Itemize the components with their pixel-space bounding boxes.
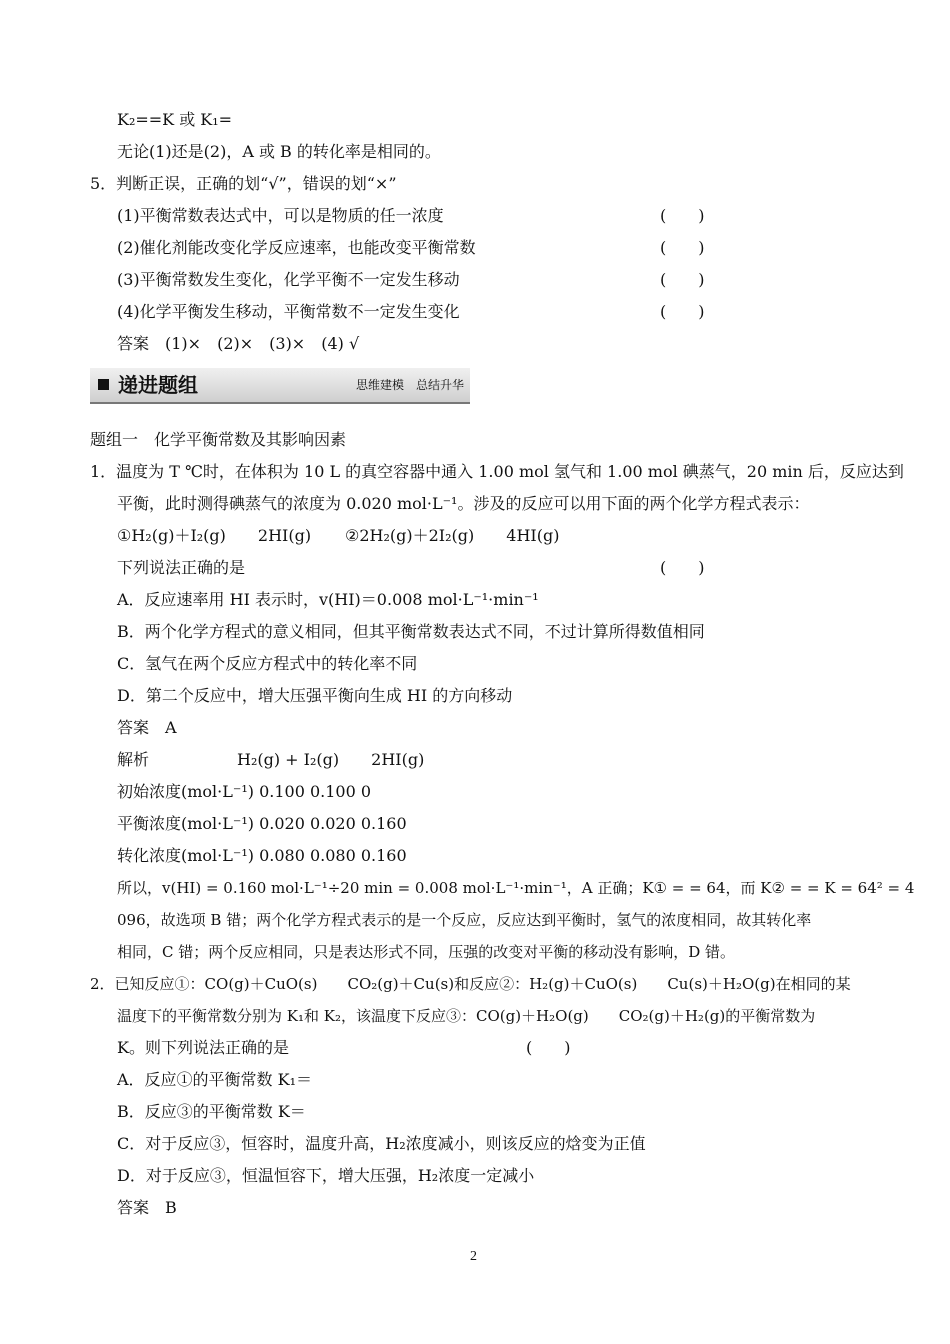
q5-item-4: (4)化学平衡发生移动，平衡常数不一定发生变化 (117, 302, 460, 321)
q5-item-2: (2)催化剂能改变化学反应速率，也能改变平衡常数 (117, 238, 476, 257)
q1-option-a: A．反应速率用 HI 表示时，v(HI)＝0.008 mol·L⁻¹·min⁻¹ (117, 590, 539, 609)
q1-equation-1: ①H₂(g)＋I₂(g) 2HI(g) (117, 526, 312, 545)
q1-analysis-label: 解析 (117, 750, 150, 769)
q5-item-1: (1)平衡常数表达式中，可以是物质的任一浓度 (117, 206, 444, 225)
q2-option-a: A．反应①的平衡常数 K₁＝ (117, 1070, 313, 1089)
q2-stem-line-3: K。则下列说法正确的是 (117, 1038, 289, 1057)
q1-row-initial: 初始浓度(mol·L⁻¹) 0.100 0.100 0 (117, 782, 372, 801)
q2-answer: 答案 B (117, 1198, 177, 1217)
q1-option-b: B．两个化学方程式的意义相同，但其平衡常数表达式不同，不过计算所得数值相同 (117, 622, 705, 641)
q5-item-2-paren: ( ) (660, 238, 705, 257)
q5-item-3-paren: ( ) (660, 270, 705, 289)
q2-option-c: C．对于反应③，恒容时，温度升高，H₂浓度减小，则该反应的焓变为正值 (117, 1134, 646, 1153)
q1-explain-line-1: 所以，v(HI) = 0.160 mol·L⁻¹÷20 min = 0.008 mol·L⁻¹·min⁻¹，A 正确；K① = = 64，而 K② = = K = 64² = 4 (117, 879, 915, 897)
q1-row-equilibrium: 平衡浓度(mol·L⁻¹) 0.020 0.020 0.160 (117, 814, 407, 833)
q1-option-d: D．第二个反应中，增大压强平衡向生成 HI 的方向移动 (117, 686, 513, 705)
q1-equation-2: ②2H₂(g)＋2I₂(g) 4HI(g) (345, 526, 560, 545)
conversion-note-line: 无论(1)还是(2)，A 或 B 的转化率是相同的。 (117, 142, 441, 161)
q1-row-converted: 转化浓度(mol·L⁻¹) 0.080 0.080 0.160 (117, 846, 407, 865)
k-relation-line: K₂==K 或 K₁= (117, 110, 233, 129)
banner-subtitle: 思维建模 总结升华 (355, 378, 464, 392)
q1-stem-line-1: 1．温度为 T ℃时，在体积为 10 L 的真空容器中通入 1.00 mol 氢气和 1.00 mol 碘蒸气，20 min 后，反应达到 (90, 462, 904, 481)
q1-ask: 下列说法正确的是 (117, 558, 246, 577)
q1-option-c: C．氢气在两个反应方程式中的转化率不同 (117, 654, 418, 673)
q5-item-3: (3)平衡常数发生变化，化学平衡不一定发生移动 (117, 270, 460, 289)
q5-item-4-paren: ( ) (660, 302, 705, 321)
q5-stem: 5．判断正误，正确的划“√”，错误的划“×” (90, 174, 397, 193)
q1-stem-line-2: 平衡，此时测得碘蒸气的浓度为 0.020 mol·L⁻¹。涉及的反应可以用下面的两个化学方程式表示： (117, 494, 810, 513)
section-banner (90, 368, 470, 404)
q2-stem-line-2: 温度下的平衡常数分别为 K₁和 K₂，该温度下反应③：CO(g)＋H₂O(g) CO₂(g)＋H₂(g)的平衡常数为 (117, 1007, 816, 1025)
q1-explain-line-3: 相同，C 错；两个反应相同，只是表达形式不同，压强的改变对平衡的移动没有影响，D 错。 (117, 943, 736, 961)
q1-explain-line-2: 096，故选项 B 错；两个化学方程式表示的是一个反应，反应达到平衡时，氢气的浓度相同，故其转化率 (117, 911, 812, 929)
q2-option-d: D．对于反应③，恒温恒容下，增大压强，H₂浓度一定减小 (117, 1166, 535, 1185)
q2-stem-line-1: 2．已知反应①：CO(g)＋CuO(s) CO₂(g)＋Cu(s)和反应②：H₂(g)＋CuO(s) Cu(s)＋H₂O(g)在相同的某 (90, 975, 851, 993)
q1-analysis-equation: H₂(g) + I₂(g) 2HI(g) (237, 750, 425, 769)
page-number: 2 (470, 1249, 477, 1264)
banner-title: 递进题组 (118, 373, 198, 397)
q2-option-b: B．反应③的平衡常数 K＝ (117, 1102, 306, 1121)
q1-answer: 答案 A (117, 718, 177, 737)
q2-paren: ( ) (526, 1038, 571, 1057)
group-title: 题组一 化学平衡常数及其影响因素 (90, 430, 347, 449)
q5-item-1-paren: ( ) (660, 206, 705, 225)
square-bullet-icon (98, 379, 109, 390)
q1-paren: ( ) (660, 558, 705, 577)
q5-answer: 答案 (1)× (2)× (3)× (4) √ (117, 334, 360, 353)
